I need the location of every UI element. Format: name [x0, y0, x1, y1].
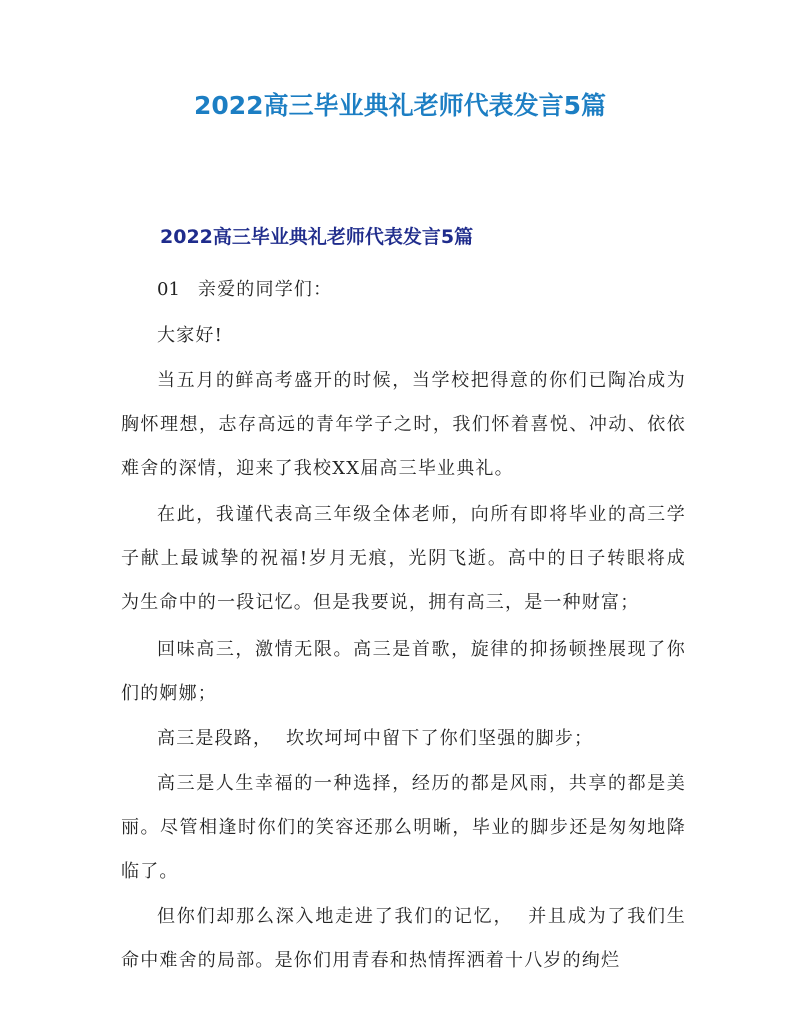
paragraph: 在此，我谨代表高三年级全体老师，向所有即将毕业的高三学子献上最诚挚的祝福!岁月无痕，光阴飞逝。高中的日子转眼将成为生命中的一段记忆。但是我要说，拥有高三，是一种财富；: [121, 504, 686, 613]
greeting-paragraph: [121, 268, 686, 312]
page-title: 2022高三毕业典礼老师代表发言5篇: [194, 91, 606, 120]
paragraph: 大家好!: [157, 325, 224, 346]
greeting-text: 亲爱的同学们：: [197, 279, 333, 300]
paragraph: 高三是人生幸福的一种选择，经历的都是风雨，共享的都是美丽。尽管相逢时你们的笑容还那么明晰，毕业的脚步还是匆匆地降临了。: [121, 773, 686, 882]
paragraph: 但你们却那么深入地走进了我们的记忆， 并且成为了我们生命中难舍的局部。是你们用青春和热情挥洒着十八岁的绚烂: [121, 906, 686, 971]
speech-body: [121, 268, 686, 983]
greeting-number: 01: [157, 279, 180, 300]
paragraph: 当五月的鲜高考盛开的时候，当学校把得意的你们已陶冶成为胸怀理想，志存高远的青年学子之时，我们怀着喜悦、冲动、依依难舍的深情，迎来了我校XX届高三毕业典礼。: [121, 370, 686, 479]
paragraph: 回味高三，激情无限。高三是首歌，旋律的抑扬顿挫展现了你们的婀娜；: [121, 639, 686, 704]
section-title: 2022高三毕业典礼老师代表发言5篇: [160, 226, 474, 248]
paragraph: 高三是段路， 坎坎坷坷中留下了你们坚强的脚步；: [157, 728, 594, 749]
